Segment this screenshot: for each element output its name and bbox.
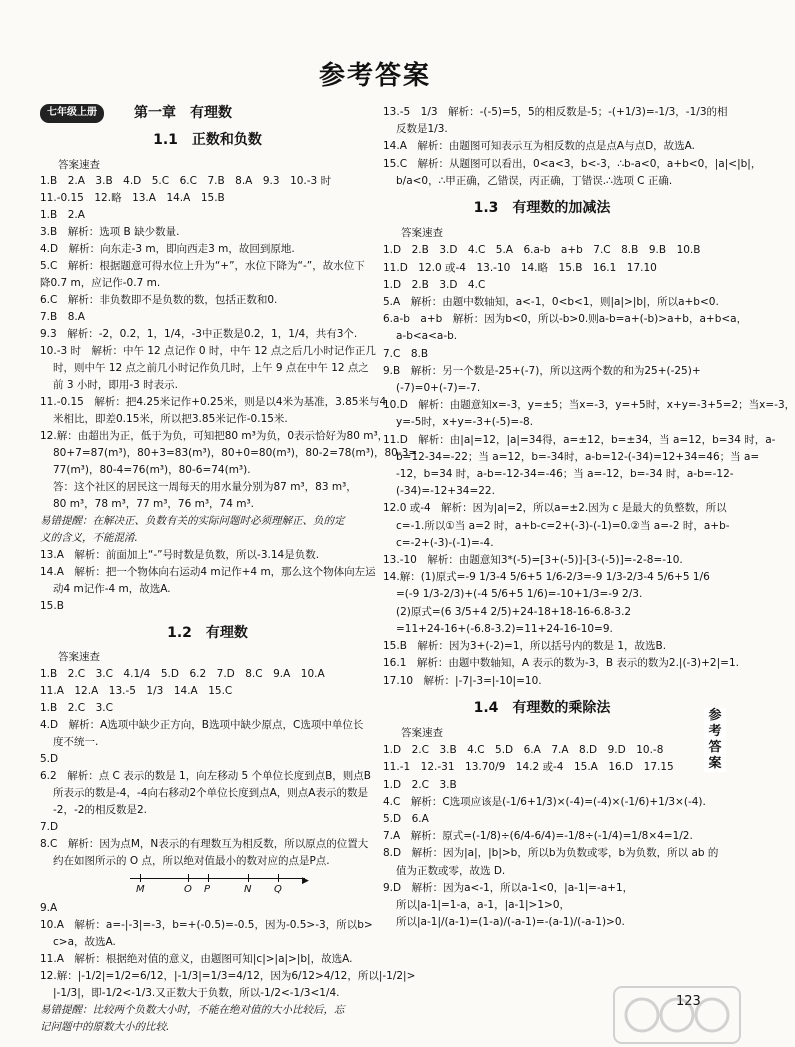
answer-line: 5.C 解析：根据题意可得水位上升为“+”，水位下降为“-”，故水位下 xyxy=(40,260,365,273)
quick-answers-heading: 答案速查 xyxy=(401,726,443,739)
answer-line: 约在如图所示的 O 点，所以绝对值最小的数对应的点是P点. xyxy=(53,854,330,867)
answer-line: 14.A 解析：由题图可知表示互为相反数的点是点A与点D，故选A. xyxy=(383,140,695,153)
answer-line: 1.B 2.C 3.C xyxy=(40,701,113,714)
section-title: 1.2 有理数 xyxy=(167,624,248,641)
number-line-label: N xyxy=(244,883,252,895)
answer-line: 5.D 6.A xyxy=(383,812,429,825)
answer-line: 答：这个社区的居民这一周每天的用水量分别为87 m³，83 m³， xyxy=(53,481,357,494)
answer-line: 6.2 解析：点 C 表示的数是 1，向左移动 5 个单位长度到点B，则点B xyxy=(40,769,371,782)
answer-line: 15.B 解析：因为3+(-2)=1，所以括号内的数是 1，故选B. xyxy=(383,640,667,653)
answer-line: 降0.7 m，应记作-0.7 m. xyxy=(40,277,161,290)
answer-line: 80 m³，78 m³，77 m³，76 m³，74 m³. xyxy=(53,498,255,511)
number-line-arrow-icon: ▶ xyxy=(302,875,309,886)
page-title: 参考答案 xyxy=(318,61,431,91)
answer-line: c=-1.所以①当 a=2 时，a+b-c=2+(-3)-(-1)=0.②当 a=-2 时，a+b- xyxy=(396,519,730,532)
answer-line: 米相比，即差0.15米，所以把3.85米记作-0.15米. xyxy=(53,413,288,426)
answer-line: 80+7=87(m³)，80+3=83(m³)，80+0=80(m³)，80-2=78(m³)，80-3= xyxy=(53,447,418,460)
answer-line: 12.解：由超出为正，低于为负，可知把80 m³为负，0表示恰好为80 m³， xyxy=(40,430,389,443)
answer-line: (-34)=-12+34=22. xyxy=(396,485,495,498)
error-tip-line: 易错提醒：在解决正、负数有关的实际问题时必须理解正、负的定 xyxy=(40,515,345,528)
side-tab-char: 答 xyxy=(708,740,722,755)
answer-line: 13.A 解析：前面加上“-”号时数是负数，所以-3.14是负数. xyxy=(40,549,320,562)
answer-line: 所以|a-1|=1-a，a-1，|a-1|>1>0， xyxy=(396,898,571,911)
answer-line: 17.10 解析：|-7|-3=|-10|=10. xyxy=(383,674,542,687)
answer-line: 反数是1/3. xyxy=(396,123,448,136)
section-title: 1.3 有理数的加减法 xyxy=(473,200,611,217)
answer-line: 6.C 解析：非负数即不是负数的数，包括正数和0. xyxy=(40,294,278,307)
answer-line: 1.B 2.C 3.C 4.1/4 5.D 6.2 7.D 8.C 9.A 10.A xyxy=(40,667,325,680)
answer-line: 所表示的数是-4，-4向右移动2个单位长度到点A，则点A表示的数是 xyxy=(53,786,368,799)
answer-line: y=-5时，x+y=-3+(-5)=-8. xyxy=(396,416,534,429)
answer-line: 10.-3 时 解析：中午 12 点记作 0 时，中午 12 点之后几小时记作正几 xyxy=(40,345,376,358)
watermark-logo xyxy=(612,985,742,1045)
answer-line: 12.解：|-1/2|=1/2=6/12，|-1/3|=1/3=4/12，因为6/12>4/12，所以|-1/2|> xyxy=(40,969,416,982)
answer-line: 7.B 8.A xyxy=(40,311,85,324)
side-tab-char: 考 xyxy=(708,724,722,739)
answer-line: (-7)=0+(-7)=-7. xyxy=(396,382,481,395)
answer-line: 1.B 2.A xyxy=(40,209,85,222)
answer-line: 13.-5 1/3 解析：-(-5)=5，5的相反数是-5；-(+1/3)=-1/3，-1/3的相 xyxy=(383,106,728,118)
answer-line: b=12-34=-22；当 a=12，b=-34时，a-b=12-(-34)=12+34=46；当 a= xyxy=(396,450,760,463)
answer-line: a-b<a<a-b. xyxy=(396,330,458,343)
answer-line: 1.D 2.C 3.B xyxy=(383,778,457,791)
side-tab-label xyxy=(704,708,726,772)
answer-line: 前 3 小时，即用-3 时表示. xyxy=(53,379,178,392)
right-answer-lines xyxy=(383,104,795,931)
answer-line: 11.D 解析：由|a|=12，|a|=34得，a=±12，b=±34，当 a=12，b=34 时，a- xyxy=(383,433,776,446)
answer-line: 8.C 解析：因为点M，N表示的有理数互为相反数，所以原点的位置大 xyxy=(40,837,369,850)
chapter-header xyxy=(40,104,375,123)
number-line-figure xyxy=(130,870,310,900)
answer-line: =11+24-16+(-6.8-3.2)=11+24-16-10=9. xyxy=(396,622,613,635)
answer-line: (2)原式=(6 3/5+4 2/5)+24-18+18-16-6.8-3.2 xyxy=(396,605,632,618)
quick-answers-heading: 答案速查 xyxy=(401,227,443,240)
answer-line: 13.-10 解析：由题意知3*(-5)=[3+(-5)]-[3-(-5)]=-2-8=-10. xyxy=(383,554,683,567)
answer-line: 时，则中午 12 点之前几小时记作负几时，上午 9 点在中午 12 点之 xyxy=(53,362,369,375)
answer-line: 11.D 12.0 或-4 13.-10 14.略 15.B 16.1 17.10 xyxy=(383,261,657,274)
side-tab-char: 案 xyxy=(708,756,722,771)
answer-line: 4.D 解析：向东走-3 m，即向西走3 m，故回到原地. xyxy=(40,243,295,256)
answer-line: 动4 m记作-4 m，故选A. xyxy=(53,583,171,596)
error-tip-line: 义的含义，不能混淆. xyxy=(40,532,138,545)
error-tip-line: 记问题中的原数大小的比较. xyxy=(40,1020,170,1033)
answer-line: |-1/3|，即-1/2<-1/3.又正数大于负数，所以-1/2<-1/3<1/4. xyxy=(53,986,340,999)
answer-line: 77(m³)，80-4=76(m³)，80-6=74(m³). xyxy=(53,464,251,477)
number-line-tick xyxy=(140,874,141,882)
answer-line: 1.B 2.A 3.B 4.D 5.C 6.C 7.B 8.A 9.3 10.-3 时 xyxy=(40,175,332,188)
answer-line: 9.A xyxy=(40,901,58,914)
answer-line: 11.-1 12.-31 13.70/9 14.2 或-4 15.A 16.D 17.15 xyxy=(383,761,674,774)
answer-line: 4.D 解析：A选项中缺少正方向，B选项中缺少原点，C选项中单位长 xyxy=(40,718,364,731)
answer-line: 7.A 解析：原式=(-1/8)÷(6/4-6/4)=-1/8÷(-1/4)=1/8×4=1/2. xyxy=(383,830,693,843)
answer-line: 9.3 解析：-2，0.2，1，1/4，-3中正数是0.2，1，1/4，共有3个. xyxy=(40,328,358,341)
number-line-tick xyxy=(188,874,189,882)
chapter-title: 第一章 有理数 xyxy=(134,105,232,121)
number-line-tick xyxy=(278,874,279,882)
answer-line: 1.D 2.B 3.D 4.C xyxy=(383,278,486,291)
answer-line: 5.D xyxy=(40,752,59,765)
answer-line: =(-9 1/3-2/3)+(-4 5/6+5 1/6)=-10+1/3=-9 2/3. xyxy=(396,588,643,601)
section-title: 1.1 正数和负数 xyxy=(153,132,262,149)
quick-answers-heading: 答案速查 xyxy=(58,651,100,664)
answer-line: 度不统一. xyxy=(53,735,99,748)
number-line-label: P xyxy=(204,883,211,895)
answer-line: 值为正数或零，故选 D. xyxy=(396,864,506,877)
answer-line: 12.0 或-4 解析：因为|a|=2，所以a=±2.因为 c 是最大的负整数，所以 xyxy=(383,502,727,515)
answer-line: 7.C 8.B xyxy=(383,347,429,360)
answer-line: c>a，故选A. xyxy=(53,935,116,948)
answer-line: 15.B xyxy=(40,600,64,613)
answer-line: 6.a-b a+b 解析：因为b<0，所以-b>0.则a-b=a+(-b)>a+b，a+b<a， xyxy=(383,313,748,326)
answer-line: c=-2+(-3)-(-1)=-4. xyxy=(396,536,494,549)
quick-answers-heading: 答案速查 xyxy=(58,158,100,171)
answer-line: 9.B 解析：另一个数是-25+(-7)，所以这两个数的和为25+(-25)+ xyxy=(383,364,701,377)
answer-line: 16.1 解析：由题中数轴知，A 表示的数为-3，B 表示的数为2.|(-3)+2|=1. xyxy=(383,657,739,670)
number-line-label: M xyxy=(136,883,145,895)
error-tip-line: 易错提醒：比较两个负数大小时，不能在绝对值的大小比较后，忘 xyxy=(40,1003,345,1016)
answer-line: 11.-0.15 解析：把4.25米记作+0.25米，则是以4米为基准，3.85米与4 xyxy=(40,396,387,409)
page-number: 123 xyxy=(676,994,701,1009)
section-title: 1.4 有理数的乘除法 xyxy=(473,699,611,716)
answer-line: 4.C 解析：C选项应该是(-1/6+1/3)×(-4)=(-4)×(-1/6)+1/3×(-4). xyxy=(383,795,706,808)
answer-line: 1.D 2.C 3.B 4.C 5.D 6.A 7.A 8.D 9.D 10.-8 xyxy=(383,744,664,757)
answer-line: 5.A 解析：由题中数轴知，a<-1，0<b<1，则|a|>|b|，所以a+b<0. xyxy=(383,296,719,309)
answer-line: -12，b=34 时，a-b=-12-34=-46；当 a=-12，b=-34 时，a-b=-12- xyxy=(396,468,734,481)
number-line-tick xyxy=(208,874,209,882)
right-column xyxy=(383,104,795,931)
number-line-label: O xyxy=(184,883,192,895)
answer-line: 8.D 解析：因为|a|，|b|>b，所以b为负数或零，b为负数，所以 ab 的 xyxy=(383,847,719,860)
side-tab-char: 参 xyxy=(708,708,722,723)
answer-line: 11.-0.15 12.略 13.A 14.A 15.B xyxy=(40,192,225,205)
answer-line: 所以|a-1|/(a-1)=(1-a)/(-a-1)=-(a-1)/(-a-1)>0. xyxy=(396,916,625,929)
answer-line: 10.A 解析：a=-|-3|=-3，b=+(-0.5)=-0.5，因为-0.5>-3，所以b> xyxy=(40,918,373,931)
answer-line: 11.A 解析：根据绝对值的意义，由题图可知|c|>|a|>|b|，故选A. xyxy=(40,952,353,965)
answer-line: 1.D 2.B 3.D 4.C 5.A 6.a-b a+b 7.C 8.B 9.B 10.B xyxy=(383,244,701,257)
answer-line: 14.A 解析：把一个物体向右运动4 m记作+4 m，那么这个物体向左运 xyxy=(40,566,376,579)
answer-line: 3.B 解析：选项 B 缺少数量. xyxy=(40,226,180,239)
answer-line: 14.解：(1)原式=-9 1/3-4 5/6+5 1/6-2/3=-9 1/3-2/3-4 5/6+5 1/6 xyxy=(383,571,710,584)
number-line-label: Q xyxy=(274,883,282,895)
answer-line: 15.C 解析：从题图可以看出，0<a<3，b<-3，∴b-a<0，a+b<0，|a|<|b|， xyxy=(383,157,762,170)
answer-line: 7.D xyxy=(40,820,59,833)
answer-line: -2，-2的相反数是2. xyxy=(53,803,147,816)
grade-badge: 七年级上册 xyxy=(40,104,104,123)
answer-line: 11.A 12.A 13.-5 1/3 14.A 15.C xyxy=(40,684,233,697)
answer-line: 9.D 解析：因为a<-1，所以a-1<0，|a-1|=-a+1， xyxy=(383,881,634,894)
answer-line: 10.D 解析：由题意知x=-3，y=±5；当x=-3，y=+5时，x+y=-3+5=2；当x=-3， xyxy=(383,399,795,412)
number-line-tick xyxy=(248,874,249,882)
answer-line: b/a<0，∴甲正确，乙错误，丙正确，丁错误.∴选项 C 正确. xyxy=(396,174,673,187)
